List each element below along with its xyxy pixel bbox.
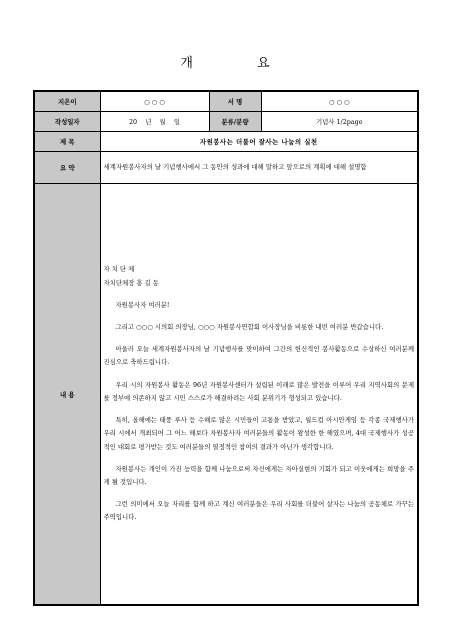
- subject-label: 제 목: [34, 132, 100, 152]
- content-paragraph: 우리 시의 자원봉사 활동은 96년 자원봉사센터가 설립된 이래로 많은 발전을 이루어 우리 지역사회의 문제를 정부에 의존하지 않고 시민 스스로가 해결하려는 사회 분위기가 형성되고 있습니다.: [103, 380, 414, 402]
- content-label: 내 용: [34, 184, 100, 606]
- author-row: [34, 91, 418, 112]
- date-row: [34, 112, 418, 132]
- author-label: 지은이: [34, 91, 100, 112]
- subject-value: 자원봉사는 더불어 잘사는 나눔의 실천: [100, 132, 418, 152]
- content-paragraph: 그리고 ○○○ 시의회 의장님, ○○○ 자원봉사연합회 이사장님을 비롯한 내빈 여러분 반갑습니다.: [115, 323, 384, 332]
- content-org: 자 치 단 체: [103, 265, 135, 274]
- subject-row: [34, 132, 418, 152]
- content-paragraph: 그런 의미에서 오늘 자리를 함께 하고 계신 여러분들은 우리 사회를 더불어 살자는 나눔의 공동체로 가꾸는 주역입니다.: [103, 500, 414, 522]
- content-greeting: 자원봉사자 여러분!: [115, 300, 170, 309]
- content-paragraph: 자원봉사는 개인이 가진 능력을 함께 나눔으로써 자신에게는 자아실현의 기회가 되고 이웃에게는 희망을 주게 될 것입니다.: [103, 464, 414, 486]
- category-label: 분류/분량: [209, 112, 261, 132]
- name-value: ○ ○ ○: [261, 91, 418, 112]
- content-signer: 자치단체장 홍 길 동: [103, 278, 159, 287]
- content-body: [100, 184, 418, 606]
- summary-value: 세계자원봉사자의 날 기념행사에서 그 동안의 성과에 대해 말하고 앞으로의 계획에 대해 설명함: [100, 152, 418, 184]
- summary-form-table: [33, 90, 419, 606]
- document-title: 개 요: [180, 56, 300, 71]
- author-value: ○ ○ ○: [100, 91, 209, 112]
- content-row: [34, 184, 418, 606]
- content-paragraph: 특히, 올해에는 태풍 루사 등 수해로 많은 시민들이 고통을 받았고, 월드컵 아시안게임 등 각종 국제행사가 우리 시에서 개최되어 그 어느 해보다 자원봉사자 여러분들의 활동이 왕성한 한 해였으며, 4대 국제행사가 성공적인 대회로 평가받는 것도 여러분들의 열정적인 참여의 결과가 아닌가 생각합니다.: [103, 416, 414, 451]
- name-label: 서 명: [209, 91, 261, 112]
- date-value: 20 년 월 일: [100, 112, 209, 132]
- summary-label: 요 약: [34, 152, 100, 184]
- content-paragraph: 아울러 오늘 세계자원봉사자의 날 기념행사를 맞이하여 그간의 헌신적인 봉사활동으로 수상하신 여러분께 진심으로 축하드립니다.: [103, 345, 414, 367]
- category-value: 기념사 1/2page: [261, 112, 418, 132]
- summary-row: [34, 152, 418, 184]
- date-label: 작성일자: [34, 112, 100, 132]
